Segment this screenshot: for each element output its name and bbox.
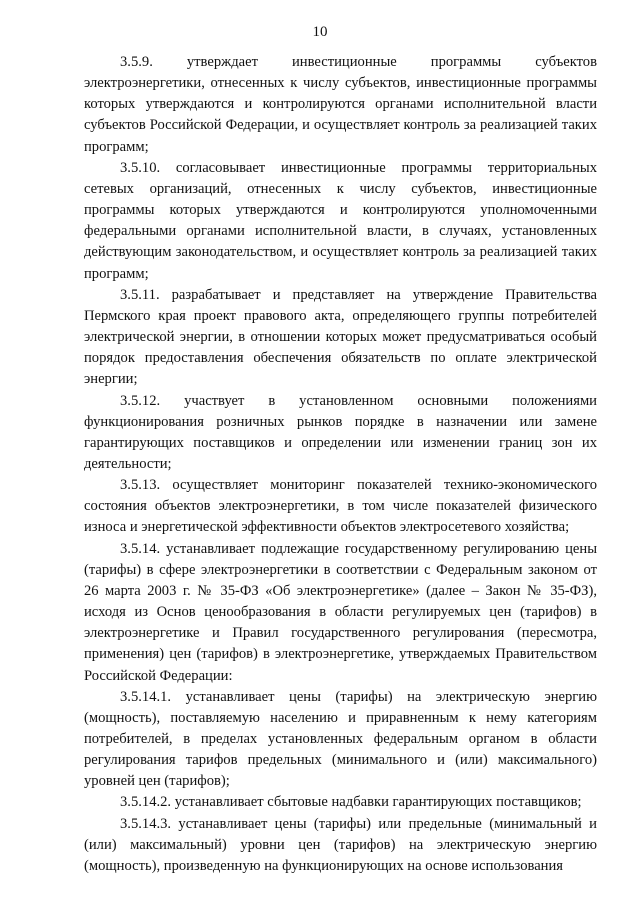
- paragraph-3-5-11: 3.5.11. разрабатывает и представляет на утверждение Правительства Пермского края проект правового акта, определяющего группы потребителей электрической энергии, в отношении которых может предусматриваться особый порядок предоставления обеспечения обязательств по оплате электрической энергии;: [84, 286, 597, 388]
- paragraph-3-5-14: 3.5.14. устанавливает подлежащие государственному регулированию цены (тарифы) в сфере электроэнергетики в соответствии с Федеральным законом от 26 марта 2003 г. № 35-ФЗ «Об электроэнергетике» (далее – Закон № 35-ФЗ), исходя из Основ ценообразования в области регулируемых цен (тарифов) в электроэнергетике и Правил государственного регулирования (пересмотра, применения) цен (тарифов) в электроэнергетике, утверждаемых Правительством Российской Федерации:: [84, 540, 597, 684]
- paragraph-3-5-12: 3.5.12. участвует в установленном основными положениями функционирования розничных рынков порядке в назначении или замене гарантирующих поставщиков и определении или изменении границ зон их деятельности;: [84, 392, 597, 472]
- paragraph-3-5-13: 3.5.13. осуществляет мониторинг показателей технико-экономического состояния объектов электроэнергетики, в том числе показателей физического износа и энергетической эффективности объектов электросетевого хозяйства;: [84, 477, 597, 536]
- document-body: [84, 52, 597, 877]
- paragraph-3-5-10: 3.5.10. согласовывает инвестиционные программы территориальных сетевых организаций, отнесенных к числу субъектов, инвестиционные программы которых утверждаются и контролируются уполномоченными федеральными органами исполнительной власти, в случаях, установленных действующим законодательством, и осуществляет контроль за реализацией таких программ;: [84, 159, 597, 282]
- page-number: 10: [312, 24, 328, 40]
- paragraph-3-5-14-2: 3.5.14.2. устанавливает сбытовые надбавки гарантирующих поставщиков;: [120, 794, 582, 811]
- paragraph-3-5-14-3: 3.5.14.3. устанавливает цены (тарифы) или предельные (минимальный и (или) максимальный) уровни цен (тарифов) на электрическую энергию (мощность), произведенную на функционирующих на основе использования: [84, 815, 597, 874]
- paragraph-3-5-14-1: 3.5.14.1. устанавливает цены (тарифы) на электрическую энергию (мощность), поставляемую населению и приравненным к нему категориям потребителей, в пределах установленных федеральным органом в области регулирования тарифов предельных (минимального и (или) максимального) уровней цен (тарифов);: [84, 688, 597, 790]
- paragraph-3-5-9: 3.5.9. утверждает инвестиционные программы субъектов электроэнергетики, отнесенных к числу субъектов, инвестиционные программы которых утверждаются и контролируются органами исполнительной власти субъектов Российской Федерации, и осуществляет контроль за реализацией таких программ;: [84, 54, 597, 155]
